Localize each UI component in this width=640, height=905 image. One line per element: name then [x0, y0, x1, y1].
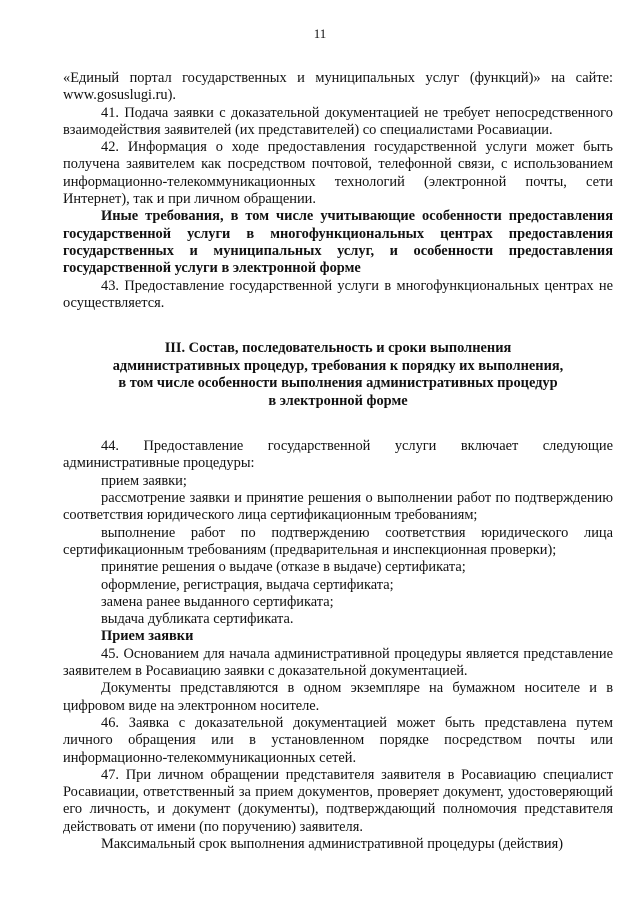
paragraph-42: 42. Информация о ходе предоставления государственной услуги может быть получена заявителем как посредством почтовой, телефонной связи, с использованием информационно-телекоммуникационных технологий (электронной почты, сети Интернет), так и при личном обращении.: [63, 139, 613, 208]
subheading-application-receipt: Прием заявки: [101, 628, 194, 645]
section-title-line: в том числе особенности выполнения административных процедур: [118, 375, 558, 392]
procedure-item: выполнение работ по подтверждению соответствия юридического лица сертификационным требованиям (предварительная и инспекционная проверки);: [63, 524, 613, 558]
procedure-item: оформление, регистрация, выдача сертификата;: [101, 576, 394, 593]
paragraph-41: 41. Подача заявки с доказательной документацией не требует непосредственного взаимодействия заявителей (их представителей) со специалистами Росавиации.: [63, 104, 613, 138]
procedure-item: прием заявки;: [101, 472, 187, 489]
document-body: [63, 70, 613, 853]
page-number: 11: [313, 26, 327, 41]
paragraph-43: 43. Предоставление государственной услуги в многофункциональных центрах не осуществляется.: [63, 277, 613, 311]
paragraph-45: 45. Основанием для начала административной процедуры является представление заявителем в Росавиацию заявки с доказательной документацией.: [63, 645, 613, 680]
bold-heading-other-requirements: Иные требования, в том числе учитывающие особенности предоставления государственной услуги в многофункциональных центрах предоставления государственных и муниципальных услуг, и особенности предоставления государственной услуги в электронной форме: [63, 208, 613, 277]
paragraph-documents: Документы представляются в одном экземпляре на бумажном носителе и в цифровом виде на электронном носителе.: [63, 680, 613, 714]
paragraph-portal: «Единый портал государственных и муниципальных услуг (функций)» на сайте: www.gosuslugi.ru).: [63, 70, 613, 104]
paragraph-44: 44. Предоставление государственной услуги включает следующие административные процедуры:: [63, 438, 613, 472]
paragraph-max-term: Максимальный срок выполнения административной процедуры (действия): [101, 835, 563, 852]
section-title-line: III. Состав, последовательность и сроки выполнения: [164, 340, 512, 357]
paragraph-46: 46. Заявка с доказательной документацией может быть представлена путем личного обращения или в установленном порядке посредством почты или информационно-телекоммуникационных сетей.: [63, 714, 613, 766]
section-title: [63, 340, 613, 410]
procedure-item: рассмотрение заявки и принятие решения о выполнении работ по подтверждению соответствия юридического лица сертификационным требованиям;: [63, 490, 613, 524]
procedure-item: выдача дубликата сертификата.: [101, 611, 294, 628]
paragraph-47: 47. При личном обращении представителя заявителя в Росавиацию специалист Росавиации, ответственный за прием документов, проверяет документ, удостоверяющий его личность, и документ (документы), подтверждающий полномочия представителя действовать от имени (по поручению) заявителя.: [63, 766, 613, 835]
procedure-item: замена ранее выданного сертификата;: [101, 593, 334, 610]
procedure-item: принятие решения о выдаче (отказе в выдаче) сертификата;: [101, 559, 466, 576]
section-title-line: в электронной форме: [268, 392, 408, 409]
section-title-line: административных процедур, требования к порядку их выполнения,: [112, 357, 564, 374]
